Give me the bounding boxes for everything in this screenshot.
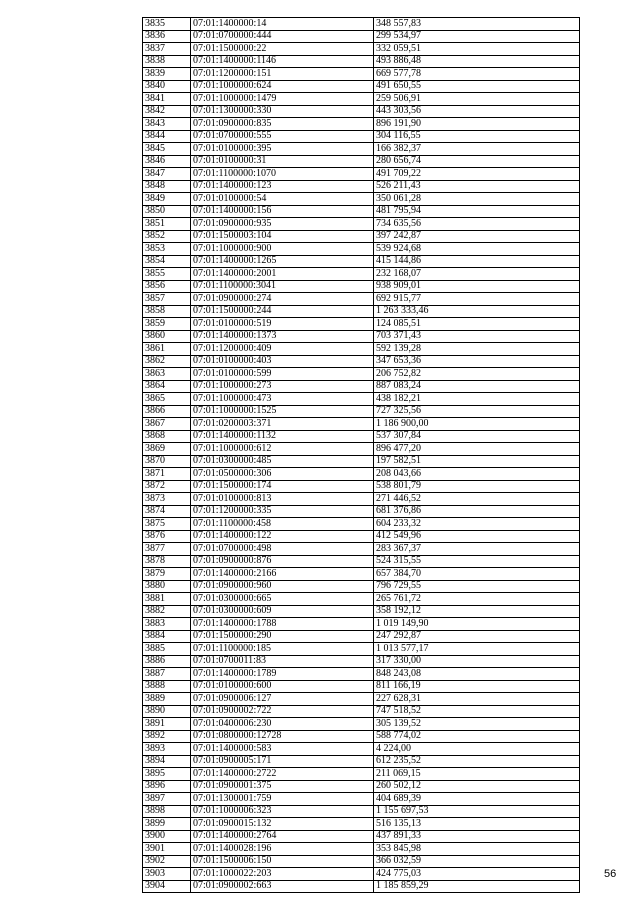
value-cell: 848 243,08 — [374, 668, 580, 681]
table-row — [143, 530, 580, 543]
row-number-cell: 3854 — [143, 255, 191, 268]
row-number-cell: 3856 — [143, 280, 191, 293]
row-number-cell: 3849 — [143, 193, 191, 206]
value-cell: 612 235,52 — [374, 755, 580, 768]
table-row — [143, 93, 580, 106]
cadastral-number-cell: 07:01:1000000:1525 — [191, 405, 374, 418]
cadastral-number-cell: 07:01:1000022:203 — [191, 868, 374, 881]
value-cell: 412 549,96 — [374, 530, 580, 543]
cadastral-number-cell: 07:01:1300001:759 — [191, 793, 374, 806]
table-row — [143, 568, 580, 581]
table-row — [143, 380, 580, 393]
table-row — [143, 318, 580, 331]
row-number-cell: 3902 — [143, 855, 191, 868]
value-cell: 896 191,90 — [374, 118, 580, 131]
cadastral-number-cell: 07:01:1400000:1265 — [191, 255, 374, 268]
row-number-cell: 3871 — [143, 468, 191, 481]
cadastral-number-cell: 07:01:0900006:127 — [191, 693, 374, 706]
table-row — [143, 18, 580, 31]
row-number-cell: 3875 — [143, 518, 191, 531]
row-number-cell: 3861 — [143, 343, 191, 356]
cadastral-number-cell: 07:01:0900005:171 — [191, 755, 374, 768]
value-cell: 299 534,97 — [374, 30, 580, 43]
table-row — [143, 55, 580, 68]
value-cell: 524 315,55 — [374, 555, 580, 568]
table-row — [143, 305, 580, 318]
row-number-cell: 3892 — [143, 730, 191, 743]
value-cell: 727 325,56 — [374, 405, 580, 418]
table-row — [143, 368, 580, 381]
row-number-cell: 3872 — [143, 480, 191, 493]
row-number-cell: 3844 — [143, 130, 191, 143]
value-cell: 811 166,19 — [374, 680, 580, 693]
data-table — [142, 17, 580, 893]
cadastral-number-cell: 07:01:1100000:3041 — [191, 280, 374, 293]
table-row — [143, 555, 580, 568]
cadastral-number-cell: 07:01:1000000:900 — [191, 243, 374, 256]
value-cell: 232 168,07 — [374, 268, 580, 281]
cadastral-number-cell: 07:01:1400000:1146 — [191, 55, 374, 68]
row-number-cell: 3841 — [143, 93, 191, 106]
cadastral-number-cell: 07:01:1000000:273 — [191, 380, 374, 393]
table-row — [143, 505, 580, 518]
value-cell: 271 446,52 — [374, 493, 580, 506]
cadastral-number-cell: 07:01:1400000:2722 — [191, 768, 374, 781]
value-cell: 1 013 577,17 — [374, 643, 580, 656]
table-row — [143, 818, 580, 831]
row-number-cell: 3884 — [143, 630, 191, 643]
table-row — [143, 655, 580, 668]
value-cell: 887 083,24 — [374, 380, 580, 393]
row-number-cell: 3847 — [143, 168, 191, 181]
value-cell: 348 557,83 — [374, 18, 580, 31]
cadastral-number-cell: 07:01:0900015:132 — [191, 818, 374, 831]
row-number-cell: 3870 — [143, 455, 191, 468]
table-row — [143, 743, 580, 756]
table-row — [143, 80, 580, 93]
table-row — [143, 255, 580, 268]
row-number-cell: 3876 — [143, 530, 191, 543]
value-cell: 280 656,74 — [374, 155, 580, 168]
cadastral-number-cell: 07:01:1500000:174 — [191, 480, 374, 493]
table-row — [143, 580, 580, 593]
cadastral-number-cell: 07:01:1000006:323 — [191, 805, 374, 818]
table-row — [143, 205, 580, 218]
row-number-cell: 3836 — [143, 30, 191, 43]
table-row — [143, 668, 580, 681]
value-cell: 604 233,32 — [374, 518, 580, 531]
table-row — [143, 418, 580, 431]
cadastral-number-cell: 07:01:1500000:244 — [191, 305, 374, 318]
value-cell: 124 085,51 — [374, 318, 580, 331]
row-number-cell: 3888 — [143, 680, 191, 693]
cadastral-number-cell: 07:01:0900000:274 — [191, 293, 374, 306]
value-cell: 208 043,66 — [374, 468, 580, 481]
value-cell: 516 135,13 — [374, 818, 580, 831]
cadastral-number-cell: 07:01:0900000:935 — [191, 218, 374, 231]
row-number-cell: 3878 — [143, 555, 191, 568]
row-number-cell: 3839 — [143, 68, 191, 81]
row-number-cell: 3840 — [143, 80, 191, 93]
cadastral-number-cell: 07:01:1400000:14 — [191, 18, 374, 31]
cadastral-number-cell: 07:01:1000000:473 — [191, 393, 374, 406]
value-cell: 491 709,22 — [374, 168, 580, 181]
row-number-cell: 3850 — [143, 205, 191, 218]
value-cell: 438 182,21 — [374, 393, 580, 406]
cadastral-number-cell: 07:01:0400006:230 — [191, 718, 374, 731]
row-number-cell: 3897 — [143, 793, 191, 806]
cadastral-number-cell: 07:01:0300000:665 — [191, 593, 374, 606]
table-row — [143, 268, 580, 281]
table-row — [143, 680, 580, 693]
row-number-cell: 3855 — [143, 268, 191, 281]
row-number-cell: 3868 — [143, 430, 191, 443]
value-cell: 896 477,20 — [374, 443, 580, 456]
value-cell: 347 653,36 — [374, 355, 580, 368]
table-row — [143, 455, 580, 468]
table-row — [143, 155, 580, 168]
cadastral-number-cell: 07:01:0100000:813 — [191, 493, 374, 506]
table-row — [143, 855, 580, 868]
row-number-cell: 3879 — [143, 568, 191, 581]
cadastral-number-cell: 07:01:1100000:458 — [191, 518, 374, 531]
table-row — [143, 30, 580, 43]
row-number-cell: 3903 — [143, 868, 191, 881]
row-number-cell: 3899 — [143, 818, 191, 831]
cadastral-number-cell: 07:01:1500000:22 — [191, 43, 374, 56]
row-number-cell: 3873 — [143, 493, 191, 506]
cadastral-number-cell: 07:01:0900000:876 — [191, 555, 374, 568]
value-cell: 1 186 900,00 — [374, 418, 580, 431]
cadastral-number-cell: 07:01:1000000:612 — [191, 443, 374, 456]
value-cell: 657 384,70 — [374, 568, 580, 581]
cadastral-number-cell: 07:01:0100000:600 — [191, 680, 374, 693]
cadastral-number-cell: 07:01:0300000:609 — [191, 605, 374, 618]
value-cell: 692 915,77 — [374, 293, 580, 306]
row-number-cell: 3882 — [143, 605, 191, 618]
row-number-cell: 3904 — [143, 880, 191, 893]
cadastral-number-cell: 07:01:0700000:498 — [191, 543, 374, 556]
row-number-cell: 3889 — [143, 693, 191, 706]
value-cell: 304 116,55 — [374, 130, 580, 143]
cadastral-number-cell: 07:01:0700011:83 — [191, 655, 374, 668]
row-number-cell: 3862 — [143, 355, 191, 368]
value-cell: 227 628,31 — [374, 693, 580, 706]
value-cell: 493 886,48 — [374, 55, 580, 68]
cadastral-number-cell: 07:01:1500006:150 — [191, 855, 374, 868]
value-cell: 166 382,37 — [374, 143, 580, 156]
row-number-cell: 3901 — [143, 843, 191, 856]
table-row — [143, 293, 580, 306]
value-cell: 397 242,87 — [374, 230, 580, 243]
table-row — [143, 618, 580, 631]
table-row — [143, 805, 580, 818]
value-cell: 443 303,56 — [374, 105, 580, 118]
cadastral-number-cell: 07:01:0900001:375 — [191, 780, 374, 793]
row-number-cell: 3845 — [143, 143, 191, 156]
cadastral-number-cell: 07:01:1000000:624 — [191, 80, 374, 93]
row-number-cell: 3837 — [143, 43, 191, 56]
row-number-cell: 3895 — [143, 768, 191, 781]
cadastral-number-cell: 07:01:1500000:290 — [191, 630, 374, 643]
row-number-cell: 3896 — [143, 780, 191, 793]
cadastral-number-cell: 07:01:1100000:1070 — [191, 168, 374, 181]
row-number-cell: 3898 — [143, 805, 191, 818]
value-cell: 260 502,12 — [374, 780, 580, 793]
row-number-cell: 3865 — [143, 393, 191, 406]
cadastral-number-cell: 07:01:0800000:12728 — [191, 730, 374, 743]
row-number-cell: 3874 — [143, 505, 191, 518]
cadastral-number-cell: 07:01:0700000:555 — [191, 130, 374, 143]
table-row — [143, 880, 580, 893]
cadastral-number-cell: 07:01:1400000:1788 — [191, 618, 374, 631]
value-cell: 353 845,98 — [374, 843, 580, 856]
cadastral-number-cell: 07:01:0100000:599 — [191, 368, 374, 381]
table-row — [143, 780, 580, 793]
table-row — [143, 518, 580, 531]
table-row — [143, 480, 580, 493]
row-number-cell: 3883 — [143, 618, 191, 631]
table-row — [143, 430, 580, 443]
table-row — [143, 443, 580, 456]
row-number-cell: 3843 — [143, 118, 191, 131]
table-row — [143, 730, 580, 743]
table-row — [143, 180, 580, 193]
table-body — [143, 18, 580, 893]
table-row — [143, 793, 580, 806]
value-cell: 366 032,59 — [374, 855, 580, 868]
cadastral-number-cell: 07:01:0500000:306 — [191, 468, 374, 481]
row-number-cell: 3881 — [143, 593, 191, 606]
cadastral-number-cell: 07:01:0900000:835 — [191, 118, 374, 131]
row-number-cell: 3893 — [143, 743, 191, 756]
value-cell: 491 650,55 — [374, 80, 580, 93]
cadastral-number-cell: 07:01:1500003:104 — [191, 230, 374, 243]
table-row — [143, 630, 580, 643]
cadastral-number-cell: 07:01:0900000:960 — [191, 580, 374, 593]
value-cell: 404 689,39 — [374, 793, 580, 806]
value-cell: 283 367,37 — [374, 543, 580, 556]
cadastral-number-cell: 07:01:1100000:185 — [191, 643, 374, 656]
row-number-cell: 3866 — [143, 405, 191, 418]
value-cell: 1 263 333,46 — [374, 305, 580, 318]
row-number-cell: 3860 — [143, 330, 191, 343]
row-number-cell: 3846 — [143, 155, 191, 168]
table-row — [143, 118, 580, 131]
cadastral-number-cell: 07:01:1400028:196 — [191, 843, 374, 856]
row-number-cell: 3890 — [143, 705, 191, 718]
row-number-cell: 3886 — [143, 655, 191, 668]
cadastral-number-cell: 07:01:1400000:2166 — [191, 568, 374, 581]
cadastral-number-cell: 07:01:1200000:151 — [191, 68, 374, 81]
cadastral-number-cell: 07:01:1400000:122 — [191, 530, 374, 543]
table-row — [143, 393, 580, 406]
table-row — [143, 868, 580, 881]
table-row — [143, 605, 580, 618]
value-cell: 350 061,28 — [374, 193, 580, 206]
table-row — [143, 243, 580, 256]
page-number: 56 — [604, 868, 617, 880]
value-cell: 415 144,86 — [374, 255, 580, 268]
row-number-cell: 3887 — [143, 668, 191, 681]
table-row — [143, 405, 580, 418]
value-cell: 211 069,15 — [374, 768, 580, 781]
value-cell: 681 376,86 — [374, 505, 580, 518]
table-row — [143, 543, 580, 556]
table-row — [143, 693, 580, 706]
row-number-cell: 3885 — [143, 643, 191, 656]
cadastral-number-cell: 07:01:0100000:31 — [191, 155, 374, 168]
table-row — [143, 105, 580, 118]
row-number-cell: 3867 — [143, 418, 191, 431]
value-cell: 197 582,51 — [374, 455, 580, 468]
table-row — [143, 705, 580, 718]
cadastral-number-cell: 07:01:1400000:1373 — [191, 330, 374, 343]
value-cell: 1 019 149,90 — [374, 618, 580, 631]
cadastral-number-cell: 07:01:0100000:519 — [191, 318, 374, 331]
row-number-cell: 3891 — [143, 718, 191, 731]
value-cell: 747 518,52 — [374, 705, 580, 718]
table-row — [143, 718, 580, 731]
value-cell: 734 635,56 — [374, 218, 580, 231]
value-cell: 265 761,72 — [374, 593, 580, 606]
cadastral-number-cell: 07:01:0700000:444 — [191, 30, 374, 43]
table-row — [143, 193, 580, 206]
cadastral-number-cell: 07:01:1200000:409 — [191, 343, 374, 356]
row-number-cell: 3863 — [143, 368, 191, 381]
table-row — [143, 280, 580, 293]
row-number-cell: 3852 — [143, 230, 191, 243]
table-row — [143, 643, 580, 656]
value-cell: 481 795,94 — [374, 205, 580, 218]
table-row — [143, 68, 580, 81]
row-number-cell: 3851 — [143, 218, 191, 231]
value-cell: 703 371,43 — [374, 330, 580, 343]
value-cell: 4 224,00 — [374, 743, 580, 756]
value-cell: 259 506,91 — [374, 93, 580, 106]
value-cell: 796 729,55 — [374, 580, 580, 593]
table-row — [143, 493, 580, 506]
value-cell: 592 139,28 — [374, 343, 580, 356]
row-number-cell: 3877 — [143, 543, 191, 556]
table-row — [143, 143, 580, 156]
cadastral-number-cell: 07:01:0100000:54 — [191, 193, 374, 206]
cadastral-number-cell: 07:01:1000000:1479 — [191, 93, 374, 106]
value-cell: 669 577,78 — [374, 68, 580, 81]
cadastral-number-cell: 07:01:1400000:2001 — [191, 268, 374, 281]
cadastral-number-cell: 07:01:0100000:403 — [191, 355, 374, 368]
row-number-cell: 3900 — [143, 830, 191, 843]
table-row — [143, 768, 580, 781]
row-number-cell: 3853 — [143, 243, 191, 256]
table-row — [143, 355, 580, 368]
cadastral-number-cell: 07:01:0100000:395 — [191, 143, 374, 156]
value-cell: 938 909,01 — [374, 280, 580, 293]
value-cell: 247 292,87 — [374, 630, 580, 643]
row-number-cell: 3842 — [143, 105, 191, 118]
value-cell: 305 139,52 — [374, 718, 580, 731]
value-cell: 206 752,82 — [374, 368, 580, 381]
table-row — [143, 218, 580, 231]
value-cell: 588 774,02 — [374, 730, 580, 743]
value-cell: 424 775,03 — [374, 868, 580, 881]
cadastral-number-cell: 07:01:0900002:663 — [191, 880, 374, 893]
value-cell: 537 307,84 — [374, 430, 580, 443]
row-number-cell: 3859 — [143, 318, 191, 331]
cadastral-number-cell: 07:01:1400000:2764 — [191, 830, 374, 843]
table-row — [143, 468, 580, 481]
value-cell: 437 891,33 — [374, 830, 580, 843]
value-cell: 317 330,00 — [374, 655, 580, 668]
row-number-cell: 3869 — [143, 443, 191, 456]
value-cell: 332 059,51 — [374, 43, 580, 56]
cadastral-number-cell: 07:01:1400000:1789 — [191, 668, 374, 681]
value-cell: 526 211,43 — [374, 180, 580, 193]
row-number-cell: 3858 — [143, 305, 191, 318]
table-row — [143, 130, 580, 143]
cadastral-number-cell: 07:01:1400000:123 — [191, 180, 374, 193]
row-number-cell: 3880 — [143, 580, 191, 593]
cadastral-number-cell: 07:01:1400000:156 — [191, 205, 374, 218]
value-cell: 1 155 697,53 — [374, 805, 580, 818]
cadastral-number-cell: 07:01:1400000:1132 — [191, 430, 374, 443]
value-cell: 1 185 859,29 — [374, 880, 580, 893]
row-number-cell: 3864 — [143, 380, 191, 393]
table-row — [143, 168, 580, 181]
table-row — [143, 330, 580, 343]
value-cell: 539 924,68 — [374, 243, 580, 256]
row-number-cell: 3894 — [143, 755, 191, 768]
cadastral-number-cell: 07:01:0200003:371 — [191, 418, 374, 431]
table-row — [143, 755, 580, 768]
table-row — [143, 830, 580, 843]
row-number-cell: 3857 — [143, 293, 191, 306]
table-row — [143, 343, 580, 356]
row-number-cell: 3848 — [143, 180, 191, 193]
cadastral-number-cell: 07:01:0900002:722 — [191, 705, 374, 718]
table-row — [143, 43, 580, 56]
row-number-cell: 3835 — [143, 18, 191, 31]
cadastral-number-cell: 07:01:1200000:335 — [191, 505, 374, 518]
table-row — [143, 593, 580, 606]
value-cell: 538 801,79 — [374, 480, 580, 493]
table-row — [143, 230, 580, 243]
cadastral-number-cell: 07:01:0300000:485 — [191, 455, 374, 468]
cadastral-number-cell: 07:01:1400000:583 — [191, 743, 374, 756]
table-row — [143, 843, 580, 856]
cadastral-number-cell: 07:01:1300000:330 — [191, 105, 374, 118]
value-cell: 358 192,12 — [374, 605, 580, 618]
row-number-cell: 3838 — [143, 55, 191, 68]
